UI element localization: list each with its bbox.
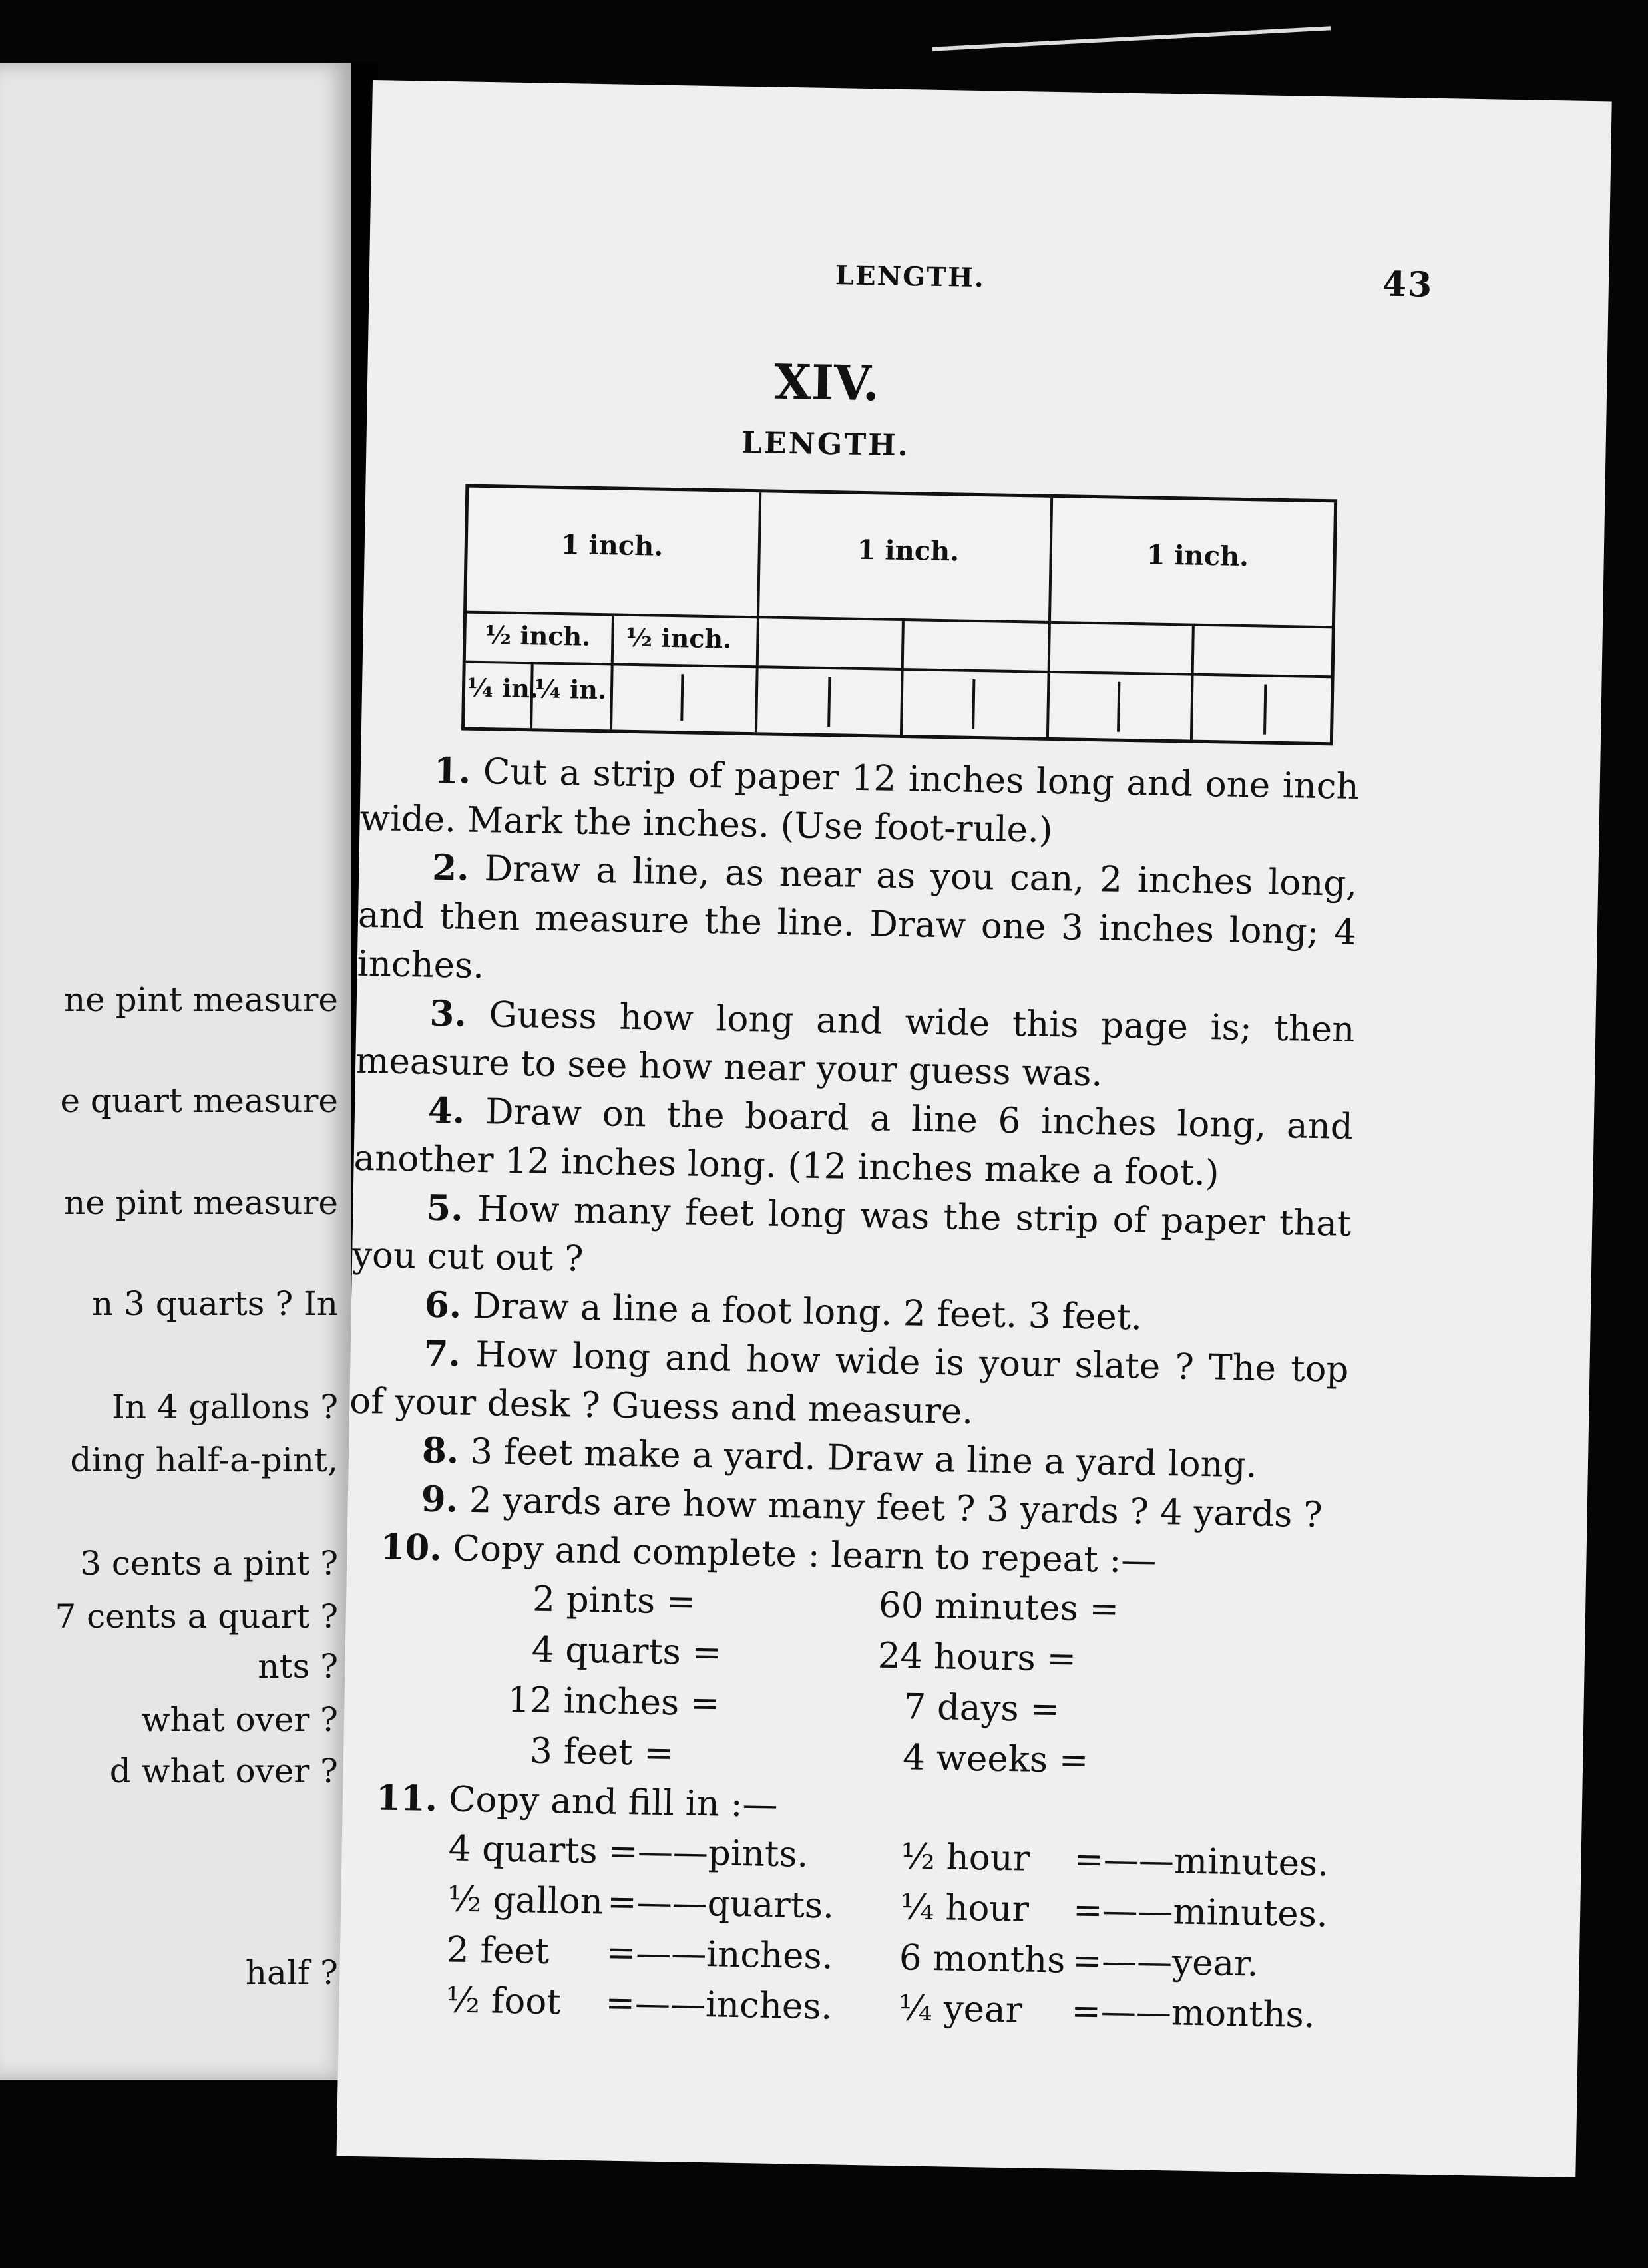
fill-cell: 6 months [899, 1937, 1066, 1981]
fill-cell: ½ hour [900, 1836, 1030, 1879]
fill-cell: ¼ year [898, 1988, 1023, 2031]
fill-cell: =——year. [1072, 1940, 1259, 1984]
exercise-number: 8. [421, 1429, 459, 1472]
left-line: d what over ? [109, 1752, 338, 1790]
exercise-number: 10. [379, 1526, 443, 1569]
fill-cell: =——inches. [605, 1983, 833, 2028]
fill-cell: =——pints. [608, 1831, 809, 1875]
page-header [369, 252, 1609, 305]
quarter-inch-label: ¼ in. [534, 673, 607, 705]
inch-label: 1 inch. [1146, 539, 1249, 573]
exercise-text: Cut a strip of paper 12 inches long and one inch wide. Mark the inches. (Use foot-rule.) [359, 751, 1360, 850]
exercise-item [352, 1183, 1352, 1297]
exercise-text: Copy and fill in :— [448, 1779, 779, 1826]
exercises [339, 745, 1359, 2042]
repeat-table [343, 1571, 1345, 1791]
page-number: 43 [1382, 264, 1434, 305]
exercise-number: 3. [429, 992, 467, 1035]
fill-cell: ½ foot [445, 1980, 562, 2023]
left-line: half ? [245, 1953, 338, 1992]
left-line: 3 cents a pint ? [80, 1544, 338, 1583]
quarter-inch-label: ¼ in. [466, 672, 539, 704]
exercise-number: 9. [421, 1478, 459, 1521]
left-line: ne pint measure [63, 1183, 338, 1222]
left-line: e quart measure [60, 1081, 338, 1120]
exercise-text: Guess how long and wide this page is; then measure to see how near your guess was. [355, 994, 1355, 1095]
exercise-item [357, 843, 1358, 1006]
repeat-left: 12 inches = [507, 1679, 721, 1724]
inch-label: 1 inch. [560, 529, 664, 562]
left-line: In 4 gallons ? [111, 1388, 338, 1426]
repeat-right: 60 minutes = [878, 1585, 1120, 1630]
exercise-text: Copy and complete : learn to repeat :— [453, 1528, 1157, 1581]
exercise-item [353, 1085, 1353, 1200]
exercise-text: Draw a line a foot long. 2 feet. 3 feet. [472, 1285, 1143, 1338]
exercise-item [359, 745, 1359, 860]
fill-table [339, 1822, 1340, 2042]
repeat-left: 4 quarts = [531, 1629, 722, 1674]
exercise-item [349, 1328, 1349, 1443]
repeat-right: 24 hours = [877, 1635, 1077, 1680]
fill-cell: 2 feet [446, 1929, 550, 1973]
exercise-number: 1. [433, 749, 471, 792]
left-line: ding half-a-pint, [70, 1441, 338, 1479]
repeat-right: 4 weeks = [902, 1737, 1089, 1782]
fill-cell: ¼ hour [899, 1887, 1030, 1930]
fill-cell: =——quarts. [606, 1881, 835, 1927]
inch-label: 1 inch. [857, 534, 960, 568]
left-line: nts ? [258, 1647, 338, 1686]
right-page [337, 80, 1612, 2177]
running-title: LENGTH. [835, 260, 986, 294]
exercise-number: 4. [427, 1089, 465, 1132]
half-inch-label: ½ inch. [485, 620, 591, 652]
exercise-number: 11. [375, 1777, 438, 1820]
left-page [0, 63, 351, 2080]
exercise-number: 5. [425, 1187, 464, 1229]
left-line: what over ? [141, 1700, 338, 1739]
exercise-item [355, 988, 1355, 1103]
section-title: LENGTH. [741, 425, 911, 463]
left-line: n 3 quarts ? In [91, 1284, 338, 1323]
fill-cell: =——minutes. [1072, 1889, 1329, 1935]
exercise-number: 2. [431, 847, 470, 889]
left-line: ne pint measure [63, 980, 338, 1019]
fill-cell: =——months. [1070, 1990, 1316, 2036]
fill-cell: =——inches. [606, 1932, 834, 1977]
exercise-number: 6. [424, 1284, 462, 1326]
repeat-right: 7 days = [903, 1686, 1060, 1730]
fill-cell: 4 quarts [448, 1828, 598, 1872]
repeat-left: 2 pints = [532, 1579, 697, 1622]
exercise-text: Draw a line, as near as you can, 2 inches long, and then measure the line. Draw one 3 inches long; 4 inches. [357, 849, 1358, 987]
exercise-text: Draw on the board a line 6 inches long, and another 12 inches long. (12 inches make a foot.) [353, 1091, 1354, 1194]
exercise-text: How long and how wide is your slate ? The top of your desk ? Guess and measure. [349, 1334, 1349, 1433]
fill-cell: ½ gallon [447, 1879, 604, 1923]
exercise-text: 3 feet make a yard. Draw a line a yard long. [469, 1431, 1257, 1486]
exercise-number: 7. [423, 1332, 461, 1375]
half-inch-label: ½ inch. [626, 622, 732, 654]
exercise-text: 2 yards are how many feet ? 3 yards ? 4 yards ? [469, 1479, 1323, 1536]
exercise-text: How many feet long was the strip of paper that you cut out ? [351, 1189, 1352, 1280]
fill-cell: =——minutes. [1073, 1839, 1329, 1885]
inch-ruler-diagram [461, 484, 1337, 746]
chapter-number: XIV. [773, 353, 880, 412]
page-edge [932, 26, 1331, 51]
left-line: 7 cents a quart ? [55, 1597, 338, 1636]
repeat-left: 3 feet = [529, 1730, 674, 1774]
